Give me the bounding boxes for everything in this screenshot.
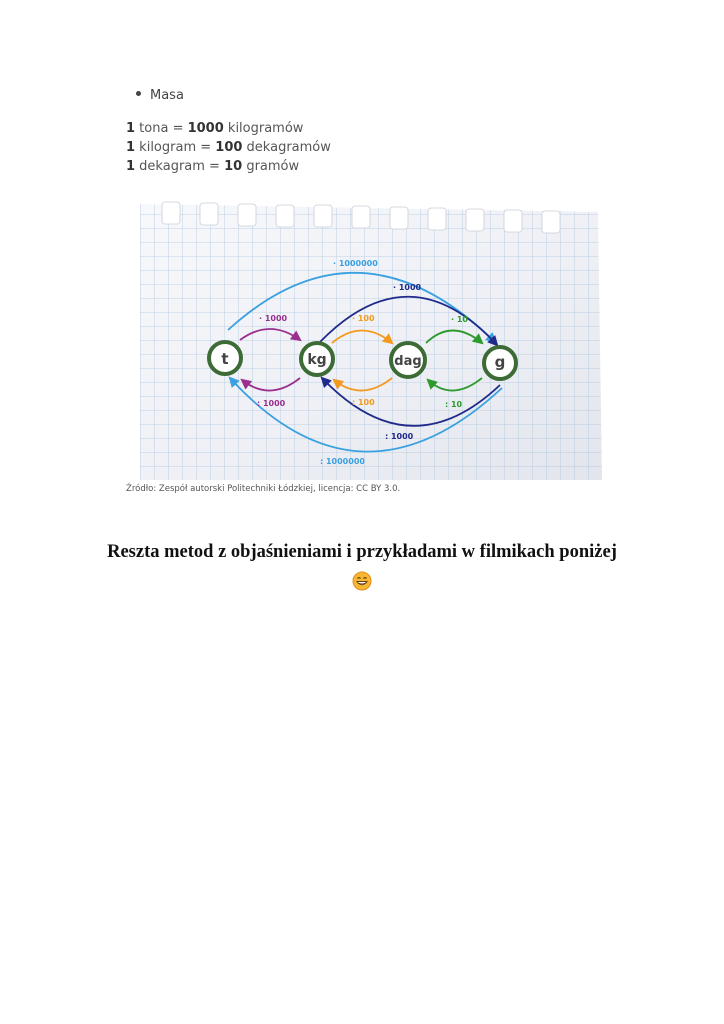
- conversion-list: [126, 119, 331, 176]
- label-g-to-kg: : 1000: [385, 432, 414, 441]
- mass-conversion-diagram-photo: [140, 200, 602, 480]
- bullet-icon: [136, 91, 141, 96]
- bullet-label: Masa: [150, 88, 184, 103]
- node-g: [484, 347, 516, 379]
- list-item-masa: [136, 88, 184, 103]
- label-kg-to-dag: · 100: [352, 314, 375, 323]
- grinning-face-icon: [352, 571, 372, 591]
- label-kg-to-t: : 1000: [257, 399, 286, 408]
- conversion-line: 1 tona = 1000 kilogramów: [126, 121, 304, 136]
- label-g-to-dag: : 10: [445, 400, 463, 409]
- svg-text:t: t: [221, 350, 229, 368]
- label-kg-to-g: · 1000: [393, 283, 422, 292]
- mass-conversion-diagram: [140, 200, 602, 480]
- conversion-line: 1 dekagram = 10 gramów: [126, 159, 300, 174]
- node-dag: [391, 343, 425, 377]
- label-dag-to-g: · 10: [451, 315, 468, 324]
- svg-text:kg: kg: [307, 352, 327, 368]
- section-heading: Reszta metod z objaśnieniami i przykładami w filmikach poniżej: [107, 542, 617, 562]
- label-t-to-g: · 1000000: [333, 259, 378, 268]
- label-g-to-t: : 1000000: [320, 457, 365, 466]
- node-kg: [301, 343, 333, 375]
- svg-text:dag: dag: [394, 354, 422, 369]
- label-dag-to-kg: : 100: [352, 398, 375, 407]
- node-t: [209, 342, 241, 374]
- svg-text:g: g: [494, 353, 506, 371]
- conversion-line: 1 kilogram = 100 dekagramów: [126, 140, 331, 155]
- image-source-caption: Źródło: Zespół autorski Politechniki Łódzkiej, licencja: CC BY 3.0.: [126, 484, 401, 494]
- label-t-to-kg: · 1000: [259, 314, 288, 323]
